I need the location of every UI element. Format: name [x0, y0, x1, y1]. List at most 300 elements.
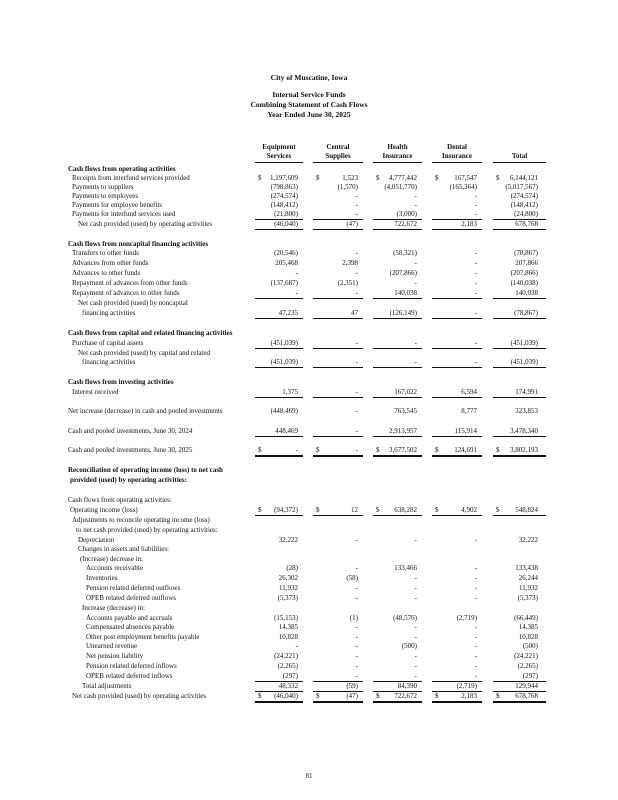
cell-value: -	[474, 309, 477, 317]
column-header-line1: Health	[387, 143, 408, 151]
row-label: financing activities	[82, 358, 136, 366]
entity-name: City of Muscatine, Iowa	[270, 73, 348, 82]
cell-value: -	[474, 249, 477, 257]
cell-value: (274,574)	[270, 192, 298, 200]
currency-symbol: $	[376, 446, 380, 454]
cell-value: -	[414, 594, 417, 602]
cell-value: (94,372)	[274, 506, 298, 514]
cell-value: 2,183	[461, 692, 477, 700]
row-label: Receipts from interfund services provided	[72, 174, 190, 182]
cell-value: 84,390	[397, 682, 417, 690]
cell-value: -	[474, 201, 477, 209]
row-label: Net cash provided (used) by noncapital	[78, 299, 188, 307]
cell-value: (2,719)	[456, 614, 477, 622]
underline	[373, 367, 422, 368]
row-label: Transfers to other funds	[72, 249, 139, 257]
cell-value: (78,867)	[514, 249, 538, 257]
cell-value: (165,364)	[449, 183, 477, 191]
cell-value: -	[414, 623, 417, 631]
cell-value: 6,594	[461, 388, 477, 396]
underline	[432, 229, 482, 230]
cell-value: (451,039)	[270, 339, 298, 347]
underline	[432, 436, 482, 437]
row-label: Accounts payable and accruals	[86, 614, 173, 622]
underline	[493, 397, 546, 398]
section-heading: Cash flows from investing activities	[68, 378, 174, 386]
underline	[313, 515, 363, 516]
cell-value: -	[474, 584, 477, 592]
underline	[493, 348, 546, 349]
column-header-line2: Insurance	[442, 152, 472, 160]
cell-value: -	[355, 192, 358, 200]
row-label: Operating income (loss)	[70, 506, 138, 514]
cell-value: -	[414, 633, 417, 641]
cell-value: -	[355, 358, 358, 366]
cell-value: -	[474, 652, 477, 660]
cell-value: -	[414, 652, 417, 660]
cell-value: (48,576)	[393, 614, 417, 622]
underline	[255, 348, 303, 349]
underline	[432, 515, 482, 516]
page-number: 81	[305, 772, 313, 780]
currency-symbol: $	[496, 446, 500, 454]
column-header-line2: Insurance	[382, 152, 413, 160]
cell-value: -	[474, 633, 477, 641]
cell-value: (2,719)	[456, 682, 477, 690]
underline	[373, 397, 422, 398]
underline	[255, 229, 303, 230]
row-label: Advances to other funds	[72, 269, 141, 277]
cell-value: 47,235	[278, 309, 298, 317]
cell-value: (148,412)	[270, 201, 298, 209]
row-label: (Increase) decrease in:	[80, 555, 143, 563]
cell-value: (2,265)	[277, 662, 298, 670]
cell-value: 638,282	[394, 506, 417, 514]
cell-value: (78,867)	[514, 309, 538, 317]
cell-value: 678,768	[515, 692, 538, 700]
cell-value: -	[355, 407, 358, 415]
cell-value: -	[474, 594, 477, 602]
row-label: Accounts receivable	[86, 564, 143, 572]
cell-value: 133,438	[515, 564, 538, 572]
row-label: Pension related deferred inflows	[86, 662, 177, 670]
cell-value: (137,687)	[270, 279, 298, 287]
column-header	[255, 143, 303, 161]
double-underline	[313, 455, 363, 457]
cell-value: 205,468	[275, 259, 298, 267]
double-underline	[493, 701, 546, 703]
row-label: to net cash provided (used) by operating activities:	[76, 526, 218, 534]
row-label: OPEB related deferred outflows	[86, 594, 176, 602]
cell-value: -	[474, 259, 477, 267]
cell-value: (2,265)	[517, 662, 538, 670]
currency-symbol: $	[316, 692, 320, 700]
cell-value: 548,824	[515, 506, 538, 514]
cell-value: -	[474, 536, 477, 544]
header-underline	[313, 162, 363, 163]
row-label: Increase (decrease) in:	[82, 604, 145, 612]
row-label: Net pension liability	[86, 652, 144, 660]
cell-value: 26,244	[518, 574, 538, 582]
cell-value: (207,866)	[510, 269, 538, 277]
cell-value: -	[414, 584, 417, 592]
header-underline	[432, 162, 482, 163]
currency-symbol: $	[376, 506, 380, 514]
cell-value: 47	[351, 309, 358, 317]
underline	[373, 515, 422, 516]
currency-symbol: $	[496, 506, 500, 514]
cell-value: (47)	[346, 692, 358, 700]
cell-value: 10,828	[278, 633, 298, 641]
double-underline	[255, 701, 303, 703]
cell-value: 167,547	[454, 174, 477, 182]
row-label: Cash and pooled investments, June 30, 2024	[68, 427, 193, 435]
underline	[313, 367, 363, 368]
underline	[432, 298, 482, 299]
cell-value: -	[414, 259, 417, 267]
cell-value: 1,197,609	[270, 174, 298, 182]
cell-value: -	[414, 201, 417, 209]
cell-value: -	[355, 427, 358, 435]
underline	[313, 298, 363, 299]
currency-symbol: $	[316, 446, 320, 454]
cell-value: (59)	[346, 682, 358, 690]
underline	[373, 436, 422, 437]
currency-symbol: $	[435, 174, 439, 182]
cell-value: -	[414, 279, 417, 287]
cell-value: 1,523	[342, 174, 358, 182]
cell-value: -	[474, 339, 477, 347]
cell-value: 722,672	[394, 220, 417, 228]
cell-value: 448,469	[275, 427, 298, 435]
cell-value: (21,800)	[274, 210, 298, 218]
double-underline	[373, 701, 422, 703]
cell-value: (207,866)	[389, 269, 417, 277]
underline	[432, 367, 482, 368]
cell-value: -	[474, 289, 477, 297]
cell-value: (58,321)	[393, 249, 417, 257]
section-heading: Cash flows from operating activities	[68, 165, 176, 173]
currency-symbol: $	[316, 174, 320, 182]
row-label: Purchase of capital assets	[72, 339, 144, 347]
cell-value: -	[355, 672, 358, 680]
fund-group: Internal Service Funds	[272, 90, 346, 99]
row-label: Cash and pooled investments, June 30, 2025	[68, 446, 193, 454]
underline	[313, 318, 363, 319]
cell-value: 2,183	[461, 220, 477, 228]
cell-value: 167,022	[394, 388, 417, 396]
currency-symbol: $	[376, 174, 380, 182]
cell-value: -	[355, 289, 358, 297]
cell-value: -	[474, 574, 477, 582]
row-label: Inventories	[86, 574, 118, 582]
double-underline	[432, 701, 482, 703]
cell-value: -	[414, 574, 417, 582]
cell-value: 4,902	[461, 506, 477, 514]
underline	[313, 436, 363, 437]
cell-value: (46,040)	[274, 692, 298, 700]
row-label: Payments for employee benefits	[72, 201, 163, 209]
column-header-line2: Supplies	[325, 152, 351, 160]
cell-value: 323,853	[515, 407, 538, 415]
underline	[493, 436, 546, 437]
cell-value: -	[474, 662, 477, 670]
section-heading: Cash flows from capital and related financing activities	[68, 329, 233, 337]
cell-value: -	[295, 642, 298, 650]
cell-value: 124,691	[454, 446, 477, 454]
underline	[255, 397, 303, 398]
double-underline	[313, 701, 363, 703]
cell-value: -	[474, 279, 477, 287]
section-heading: Reconciliation of operating income (loss) to net cash	[68, 466, 223, 474]
currency-symbol: $	[258, 446, 262, 454]
cell-value: -	[414, 672, 417, 680]
underline	[432, 397, 482, 398]
cell-value: -	[474, 269, 477, 277]
cell-value: -	[355, 584, 358, 592]
cell-value: 3,677,502	[389, 446, 417, 454]
underline	[373, 318, 422, 319]
row-label: Total adjustments	[82, 682, 132, 690]
cell-value: -	[355, 536, 358, 544]
row-label: Interest received	[72, 388, 119, 396]
cell-value: 14,385	[518, 623, 538, 631]
cell-value: (46,040)	[274, 220, 298, 228]
cell-value: 3,478,340	[510, 427, 538, 435]
section-heading: Cash flows from noncapital financing activities	[68, 240, 209, 248]
cell-value: -	[355, 210, 358, 218]
cell-value: -	[414, 358, 417, 366]
cell-value: (28)	[286, 564, 298, 572]
section-heading: provided (used) by operating activities:	[70, 476, 187, 484]
cell-value: (448,469)	[270, 407, 298, 415]
cell-value: 207,866	[515, 259, 538, 267]
row-label: Repayment of advances from other funds	[72, 279, 188, 287]
cell-value: 12	[351, 506, 358, 514]
cell-value: 10,828	[518, 633, 538, 641]
underline	[313, 397, 363, 398]
cell-value: 48,332	[278, 682, 298, 690]
row-label: Net increase (decrease) in cash and pooled investments	[68, 407, 223, 415]
row-label: Payments to employees	[72, 192, 139, 200]
cell-value: (5,373)	[277, 594, 298, 602]
underline	[313, 229, 363, 230]
row-label: Payments for interfund services used	[72, 210, 176, 218]
cell-value: -	[474, 210, 477, 218]
cell-value: -	[414, 536, 417, 544]
cell-value: (5,373)	[517, 594, 538, 602]
cell-value: -	[355, 633, 358, 641]
statement-title: Combining Statement of Cash Flows	[250, 100, 368, 109]
cell-value: -	[355, 652, 358, 660]
cell-value: -	[474, 192, 477, 200]
row-label: Net cash provided (used) by operating activities	[72, 692, 207, 700]
row-label: Advances from other funds	[72, 259, 149, 267]
currency-symbol: $	[435, 692, 439, 700]
cell-value: 14,385	[278, 623, 298, 631]
cell-value: 129,944	[515, 682, 538, 690]
cell-value: (20,546)	[274, 249, 298, 257]
cell-value: 4,777,442	[389, 174, 417, 182]
cell-value: -	[474, 672, 477, 680]
column-header-line2: Services	[266, 152, 292, 160]
cell-value: 2,913,957	[389, 427, 417, 435]
row-label: Repayment of advances to other funds	[72, 289, 180, 297]
column-header-line1: Dental	[447, 143, 467, 151]
underline	[255, 318, 303, 319]
currency-symbol: $	[496, 174, 500, 182]
cell-value: -	[295, 289, 298, 297]
currency-symbol: $	[435, 506, 439, 514]
cell-value: (1)	[349, 614, 358, 622]
cell-value: (24,800)	[514, 210, 538, 218]
column-header	[432, 143, 482, 161]
cell-value: (1,570)	[337, 183, 358, 191]
cell-value: -	[474, 564, 477, 572]
currency-symbol: $	[258, 174, 262, 182]
cell-value: (24,221)	[274, 652, 298, 660]
cell-value: -	[355, 201, 358, 209]
cell-value: 32,222	[518, 536, 538, 544]
currency-symbol: $	[258, 506, 262, 514]
cell-value: (500)	[401, 642, 417, 650]
underline	[373, 229, 422, 230]
cell-value: -	[355, 388, 358, 396]
cell-value: -	[474, 623, 477, 631]
cell-value: -	[355, 642, 358, 650]
row-label: Payments to suppliers	[72, 183, 134, 191]
cell-value: -	[474, 642, 477, 650]
cell-value: -	[355, 623, 358, 631]
currency-symbol: $	[258, 692, 262, 700]
underline	[432, 318, 482, 319]
cell-value: -	[355, 594, 358, 602]
cell-value: 678,768	[515, 220, 538, 228]
underline	[493, 515, 546, 516]
row-label: Changes in assets and liabilities:	[78, 545, 169, 553]
cell-value: (15,153)	[274, 614, 298, 622]
row-label: Compensated absences payable	[86, 623, 175, 631]
underline	[255, 298, 303, 299]
currency-symbol: $	[316, 506, 320, 514]
cell-value: (4,051,770)	[384, 183, 417, 191]
cell-value: 6,144,121	[510, 174, 538, 182]
column-header-line2: Total	[511, 152, 528, 160]
cell-value: (451,039)	[270, 358, 298, 366]
cell-value: 26,302	[278, 574, 298, 582]
column-header-line1: Central	[326, 143, 350, 151]
column-header	[373, 143, 422, 161]
cell-value: -	[355, 339, 358, 347]
cell-value: 133,466	[394, 564, 417, 572]
cell-value: 722,672	[394, 692, 417, 700]
cell-value: (5,017,567)	[505, 183, 538, 191]
double-underline	[255, 455, 303, 457]
row-label: Net cash provided (used) by capital and related	[78, 349, 210, 357]
cell-value: 11,932	[279, 584, 298, 592]
cell-value: -	[355, 446, 358, 454]
currency-symbol: $	[496, 692, 500, 700]
underline	[373, 298, 422, 299]
cell-value: (24,221)	[514, 652, 538, 660]
cell-value: -	[295, 446, 298, 454]
cell-value: -	[295, 269, 298, 277]
underline	[313, 348, 363, 349]
cell-value: (2,351)	[337, 279, 358, 287]
cell-value: 1,375	[282, 388, 298, 396]
cell-value: -	[474, 358, 477, 366]
underline	[493, 318, 546, 319]
underline	[493, 298, 546, 299]
cell-value: (451,039)	[510, 358, 538, 366]
cell-value: (140,038)	[510, 279, 538, 287]
underline	[432, 348, 482, 349]
cell-value: -	[355, 269, 358, 277]
cell-value: (297)	[522, 672, 538, 680]
cell-value: -	[355, 249, 358, 257]
row-label: Cash flows from operating activities:	[68, 496, 172, 504]
cell-value: 763,545	[394, 407, 417, 415]
cell-value: (126,149)	[389, 309, 417, 317]
column-header	[493, 143, 546, 161]
underline	[255, 515, 303, 516]
cell-value: 174,991	[515, 388, 538, 396]
cell-value: (58)	[346, 574, 358, 582]
underline	[255, 436, 303, 437]
header-underline	[255, 162, 303, 163]
row-label: Pension related deferred outflows	[86, 584, 181, 592]
row-label: Other post employment benefits payable	[86, 633, 200, 641]
currency-symbol: $	[376, 692, 380, 700]
cell-value: -	[414, 192, 417, 200]
column-header	[313, 143, 363, 161]
row-label: OPEB related deferred inflows	[86, 672, 173, 680]
cell-value: 11,932	[519, 584, 538, 592]
cell-value: (798,863)	[270, 183, 298, 191]
currency-symbol: $	[435, 446, 439, 454]
cell-value: 8,777	[461, 407, 477, 415]
cell-value: -	[355, 662, 358, 670]
underline	[493, 229, 546, 230]
row-label: Adjustments to reconcile operating income (loss)	[72, 516, 210, 524]
cell-value: 32,222	[278, 536, 298, 544]
row-label: Net cash provided (used) by operating activities	[78, 220, 213, 228]
header-underline	[493, 162, 546, 163]
cell-value: 3,802,193	[510, 446, 538, 454]
cell-value: 115,914	[454, 427, 477, 435]
header-underline	[373, 162, 422, 163]
cell-value: 140,038	[394, 289, 417, 297]
row-label: Unearned revenue	[86, 642, 138, 650]
double-underline	[373, 455, 422, 457]
cell-value: (148,412)	[510, 201, 538, 209]
cell-value: (3,000)	[396, 210, 417, 218]
cell-value: -	[414, 339, 417, 347]
double-underline	[493, 455, 546, 457]
cell-value: (500)	[522, 642, 538, 650]
cell-value: (66,449)	[514, 614, 538, 622]
cell-value: -	[414, 662, 417, 670]
column-header-line1: Equipment	[262, 143, 296, 151]
cell-value: (274,574)	[510, 192, 538, 200]
cell-value: 2,398	[342, 259, 358, 267]
cell-value: (297)	[282, 672, 298, 680]
statement-period: Year Ended June 30, 2025	[267, 110, 351, 119]
double-underline	[432, 455, 482, 457]
underline	[373, 348, 422, 349]
cell-value: (451,039)	[510, 339, 538, 347]
underline	[493, 367, 546, 368]
